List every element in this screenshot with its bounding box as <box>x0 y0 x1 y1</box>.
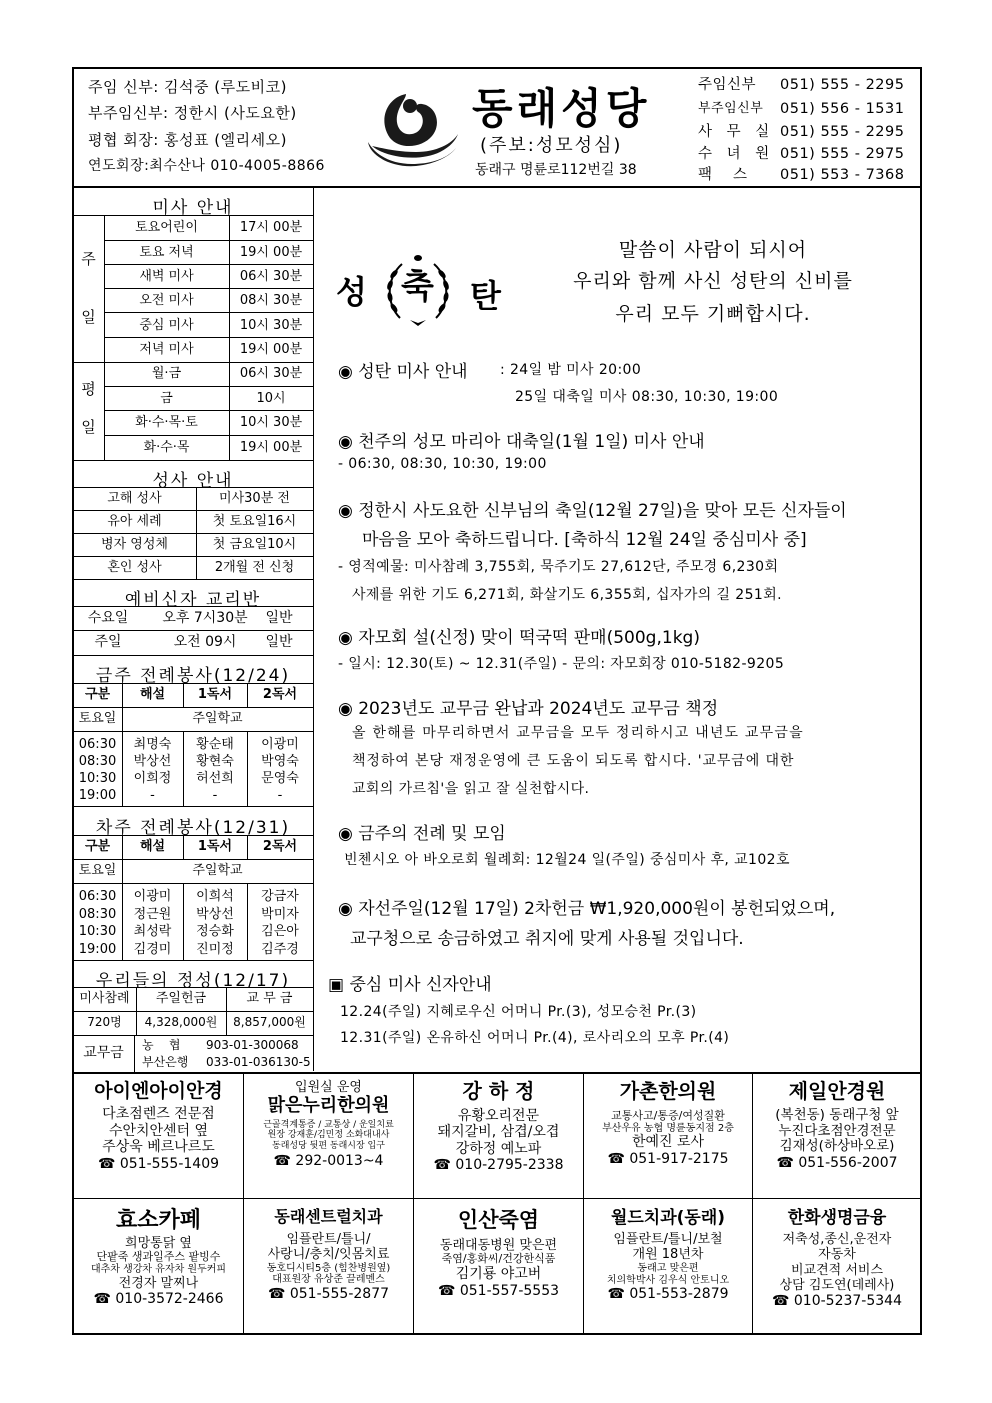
catechumen-time: 오후 7시30분 <box>162 610 248 626</box>
account-number: 903-01-300068 <box>206 1038 299 1052</box>
liturgy-this-title: 금주 전례봉사(12/24) <box>95 666 291 686</box>
account-number: 033-01-036130-5 <box>206 1055 311 1069</box>
notice-title: ▣ 중심 미사 신자안내 <box>328 975 492 995</box>
sacrament-time: 2개월 전 신청 <box>214 560 295 575</box>
sacrament-name: 혼인 성사 <box>107 560 162 575</box>
phone-icon: ☎ <box>607 1286 630 1303</box>
header-divider <box>73 186 921 188</box>
mass-time: 19시 00분 <box>239 440 303 455</box>
liturgy-reader1-list: 이희석 박상선 정승화 진미정 <box>196 889 234 957</box>
christmas-message: 우리 모두 기뻐합시다. <box>615 303 811 325</box>
notice-text: - 06:30, 08:30, 10:30, 19:00 <box>338 456 547 472</box>
mass-name: 금 <box>160 391 173 406</box>
notice-title: ◉ 금주의 전례 및 모임 <box>338 824 506 844</box>
phone-icon: ☎ <box>273 1153 296 1170</box>
liturgy-saturday-group: 주일학교 <box>192 711 243 726</box>
contact-label: 부주임신부 <box>698 101 764 116</box>
notice-text: 빈첸시오 아 바오로회 월례회: 12월24 일(주일) 중심미사 후, 교102호 <box>344 852 790 868</box>
header-pastor: 주임 신부: 김석중 (루도비코) <box>88 78 287 96</box>
christmas-char: 성 <box>336 273 367 311</box>
ad-dental-central: 동래센트럴치과 임플란트/틀니/ 사랑니/충치/잇몸치료 동호디시티5층 (힘찬병원옆) 대표원장 유상준 끌레멘스 ☎ 051-555-2877 <box>266 1207 391 1303</box>
contact-phone: 051) 556 - 1531 <box>780 101 905 117</box>
contact-label: 사 무 실 <box>698 124 775 140</box>
column-divider <box>313 187 314 1071</box>
contact-label: 주임신부 <box>698 77 757 93</box>
notice-text: 사제를 위한 기도 6,271회, 화살기도 6,355회, 십자가의 길 251회. <box>352 587 782 603</box>
notice-title: ◉ 천주의 성모 마리아 대축일(1월 1일) 미사 안내 <box>338 432 705 452</box>
contact-phone: 051) 555 - 2295 <box>780 124 905 140</box>
notice-title: 교구청으로 송금하였고 취지에 맞게 사용될 것입니다. <box>350 929 744 949</box>
sacrament-title: 성사 안내 <box>152 471 234 491</box>
phone-icon: ☎ <box>607 1150 630 1167</box>
mass-name: 오전 미사 <box>139 293 194 308</box>
account-bank: 부산은행 <box>142 1055 189 1069</box>
ads-divider <box>73 1072 921 1074</box>
phone-icon: ☎ <box>433 1157 456 1174</box>
mass-title: 미사 안내 <box>152 198 234 218</box>
liturgy-saturday: 토요일 <box>78 863 117 878</box>
sacrament-time: 첫 토요일16시 <box>212 514 297 529</box>
sacrament-name: 고해 성사 <box>107 491 162 506</box>
contact-label: 수 녀 원 <box>698 146 775 162</box>
mass-time: 08시 30분 <box>239 293 303 308</box>
header-assistant-pastor: 부주임신부: 정한시 (사도요한) <box>88 104 297 122</box>
offering-dues: 8,857,000원 <box>233 1015 306 1029</box>
sunday-label: 일 <box>81 308 96 326</box>
liturgy-saturday-group: 주일학교 <box>192 863 243 878</box>
mass-name: 중심 미사 <box>139 318 194 333</box>
church-title: 동래성당 <box>472 84 651 133</box>
sacrament-name: 병자 영성체 <box>101 537 168 552</box>
notice-text: 12.24(주일) 지혜로우신 어머니 Pr.(3), 성모승천 Pr.(3) <box>340 1004 697 1020</box>
church-logo-icon <box>366 86 462 172</box>
header-council-president: 평협 회장: 홍성표 (엘리세오) <box>88 131 287 149</box>
offering-sunday: 4,328,000원 <box>144 1015 218 1029</box>
liturgy-saturday: 토요일 <box>78 711 117 726</box>
mass-time: 19시 00분 <box>239 245 303 260</box>
mass-name: 저녁 미사 <box>139 342 194 357</box>
liturgy-commentator-list: 최명숙 박상선 이희정 - <box>133 737 172 803</box>
liturgy-header: 해설 <box>139 839 166 854</box>
notice-text: : 24일 밤 미사 20:00 <box>500 362 642 378</box>
weekday-label: 평 <box>81 380 96 398</box>
ad-bamboo-salt: 인산죽염 동래대동병원 맞은편 죽염/홍화씨/건강한식품 김기룡 야고버 ☎ 051-557-5553 <box>437 1208 560 1299</box>
notice-text: 12.31(주일) 온유하신 어머니 Pr.(4), 로사리오의 모후 Pr.(4) <box>340 1030 730 1046</box>
sacrament-name: 유아 세례 <box>107 514 162 529</box>
notice-text: - 영적예물: 미사참례 3,755회, 묵주기도 27,612단, 주모경 6,230회 <box>338 559 779 575</box>
contact-label: 팩 스 <box>698 167 748 183</box>
phone-icon: ☎ <box>776 1155 799 1172</box>
mass-time: 10시 30분 <box>239 318 303 333</box>
offering-header: 교 무 금 <box>246 991 293 1006</box>
account-label: 교무금 <box>83 1045 124 1061</box>
ad-hanwha-insurance: 한화생명금융 저축성,종신,운전자 자동차 비교견적 서비스 상담 김도연(데레사) ☎ 010-5237-5344 <box>772 1208 902 1310</box>
liturgy-next-title: 차주 전례봉사(12/31) <box>95 818 291 838</box>
phone-icon: ☎ <box>772 1293 794 1310</box>
notice-text: 책정하여 본당 재정운영에 큰 도움이 되도록 합시다. '교무금에 대한 <box>352 753 795 769</box>
ads-row-divider <box>73 1198 921 1199</box>
notice-text: 올 한해를 마무리하면서 교무금을 모두 정리하시고 내년도 교무금을 <box>352 725 804 741</box>
mass-time: 10시 30분 <box>239 415 303 430</box>
liturgy-commentator-list: 이광미 정근원 최성락 김경미 <box>133 889 172 957</box>
mass-name: 새벽 미사 <box>139 269 194 284</box>
liturgy-reader2-list: 이광미 박영숙 문영숙 - <box>261 737 299 803</box>
notice-title: ◉ 2023년도 교무금 완납과 2024년도 교무금 책정 <box>338 699 719 719</box>
christmas-char: 탄 <box>470 277 501 315</box>
contact-phone: 051) 553 - 7368 <box>780 167 905 183</box>
mass-name: 화·수·목·토 <box>135 415 198 430</box>
catechumen-time: 오전 09시 <box>173 634 237 650</box>
mass-time: 06시 30분 <box>239 269 303 284</box>
mass-name: 토요 저녁 <box>139 245 194 260</box>
liturgy-header: 1독서 <box>197 839 233 854</box>
liturgy-reader1-list: 황순태 황현숙 허선희 - <box>196 737 234 803</box>
church-address: 동래구 명륜로112번길 38 <box>475 162 637 178</box>
notice-title: ◉ 자선주일(12월 17일) 2차헌금 ₩1,920,000원이 봉헌되었으며, <box>338 899 836 919</box>
sunday-label: 주 <box>81 250 96 268</box>
account-bank: 농 협 <box>142 1038 181 1052</box>
ad-jeil-optician: 제일안경원 (복천동) 동래구청 앞 누진다초점안경전문 김재성(하상바오로) ☎ 051-556-2007 <box>775 1079 899 1172</box>
liturgy-header: 구분 <box>84 839 111 854</box>
offering-attendance: 720명 <box>87 1015 122 1029</box>
mass-time: 19시 00분 <box>239 342 303 357</box>
phone-icon: ☎ <box>267 1286 290 1303</box>
catechumen-day: 주일 <box>94 634 122 650</box>
liturgy-times: 06:30 08:30 10:30 19:00 <box>78 737 117 803</box>
offering-header: 미사참례 <box>79 991 130 1006</box>
mass-time: 17시 00분 <box>239 220 303 235</box>
notice-text: 25일 대축일 미사 08:30, 10:30, 19:00 <box>515 389 779 405</box>
weekday-label: 일 <box>81 418 96 436</box>
phone-icon: ☎ <box>437 1282 460 1299</box>
church-subtitle: (주보:성모성심) <box>480 135 623 156</box>
sacrament-time: 미사30분 전 <box>219 491 290 506</box>
notice-title: 마음을 모아 축하드립니다. [축하식 12월 24일 중심미사 중] <box>362 530 807 550</box>
mass-time: 10시 <box>256 391 286 406</box>
christmas-char: 축 <box>401 267 434 307</box>
ad-oriental-clinic: 입원실 운영 맑은누리한의원 근골격계통증 / 교통상 / 운일치료 원장 강재훈/김민정 소화대내사 동래성당 뒷편 동래시장 입구 ☎ 292-0013~4 <box>263 1080 394 1170</box>
mass-name: 화·수·목 <box>143 440 190 455</box>
mass-time: 06시 30분 <box>239 366 303 381</box>
liturgy-times: 06:30 08:30 10:30 19:00 <box>78 889 117 957</box>
notice-text: 교회의 가르침'을 읽고 잘 실천합시다. <box>352 781 590 797</box>
offering-header: 주일헌금 <box>155 991 207 1006</box>
liturgy-header: 2독서 <box>262 839 298 854</box>
liturgy-header: 2독서 <box>262 687 298 702</box>
notice-title: ◉ 자모회 설(신정) 맞이 떡국떡 판매(500g,1kg) <box>338 628 700 648</box>
liturgy-reader2-list: 강금자 박미자 김은아 김주경 <box>261 889 299 957</box>
ad-cafe: 효소카페 희망통닭 옆 단팥죽 생과일주스 팥빙수 대추차 생강차 유자차 원두커피 전경자 말찌나 ☎ 010-3572-2466 <box>90 1208 227 1308</box>
ad-optician: 아이엔아이안경 다초점렌즈 전문점 수안치안센터 옆 주상욱 베르나르도 ☎ 051-555-1409 <box>94 1080 223 1172</box>
liturgy-header: 구분 <box>84 687 111 702</box>
mass-name: 월·금 <box>151 366 182 381</box>
offering-title: 우리들의 정성(12/17) <box>95 971 291 991</box>
catechumen-type: 일반 <box>265 634 293 650</box>
catechumen-type: 일반 <box>265 610 293 626</box>
phone-icon: ☎ <box>93 1291 116 1308</box>
catechumen-title: 예비신자 교리반 <box>124 590 262 610</box>
ad-restaurant: 강 하 정 유황오리전문 돼지갈비, 삼겹/오겹 강하정 예노파 ☎ 010-2795-2338 <box>433 1079 564 1174</box>
contact-phone: 051) 555 - 2295 <box>780 77 905 93</box>
ad-world-dental: 월드치과(동래) 임플란트/틀니/보철 개원 18년차 동래고 맞은편 치의학박사 김우식 안토니오 ☎ 051-553-2879 <box>606 1208 730 1303</box>
liturgy-header: 1독서 <box>197 687 233 702</box>
notice-text: - 일시: 12.30(토) ~ 12.31(주일) - 문의: 자모회장 010-5182-9205 <box>338 656 785 672</box>
christmas-message: 우리와 함께 사신 성탄의 신비를 <box>573 270 853 292</box>
catechumen-day: 수요일 <box>87 610 129 626</box>
liturgy-header: 해설 <box>139 687 166 702</box>
mass-name: 토요어린이 <box>135 220 198 235</box>
notice-title: ◉ 성탄 미사 안내 <box>338 362 468 382</box>
notice-title: ◉ 정한시 사도요한 신부님의 축일(12월 27일)을 맞아 모든 신자들이 <box>338 501 847 521</box>
ad-gachon-clinic: 가촌한의원 교통사고/통증/여성질환 부산우유 농협 명륜동지점 2층 한예진 로사 ☎ 051-917-2175 <box>602 1079 734 1167</box>
sacrament-time: 첫 금요일10시 <box>212 537 297 552</box>
contact-phone: 051) 555 - 2975 <box>780 146 905 162</box>
phone-icon: ☎ <box>97 1155 120 1172</box>
header-funeral-leader: 연도회장:최수산나 010-4005-8866 <box>88 158 325 174</box>
christmas-message: 말씀이 사람이 되시어 <box>618 239 808 261</box>
